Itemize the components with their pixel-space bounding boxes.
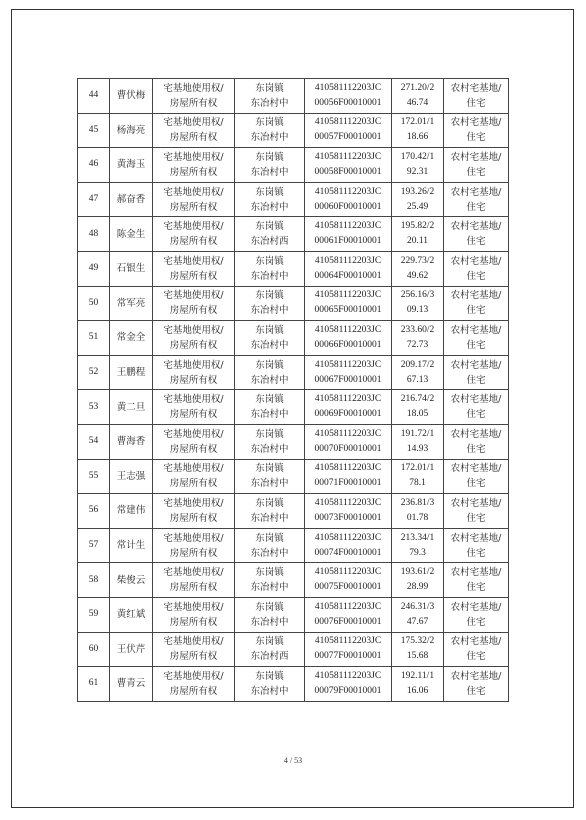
area-values: 195.82/2 20.11 <box>400 221 435 247</box>
location-cell <box>235 79 305 114</box>
row-number: 47 <box>88 194 99 205</box>
property-unit-code-cell <box>305 494 392 529</box>
right-type-cell <box>153 355 235 390</box>
row-number: 54 <box>88 436 99 447</box>
area-values: 193.26/2 25.49 <box>400 186 435 212</box>
usage-type-cell <box>444 667 509 702</box>
right-type-cell <box>153 321 235 356</box>
property-unit-code-cell <box>305 632 392 667</box>
property-unit-code-cell <box>305 355 392 390</box>
location: 东岗镇 东冶村中 <box>250 497 289 524</box>
property-unit-code: 410581112203JC 00070F00010001 <box>314 428 382 454</box>
usage-type: 农村宅基地/ 住宅 <box>450 324 502 351</box>
row-number-cell <box>78 390 110 425</box>
area-values-cell <box>392 459 444 494</box>
usage-type-cell <box>444 251 509 286</box>
right-type: 宅基地使用权/ 房屋所有权 <box>163 532 224 559</box>
owner-name: 王伏芹 <box>116 643 146 655</box>
property-unit-code: 410581112203JC 00057F00010001 <box>314 117 382 143</box>
area-values: 229.73/2 49.62 <box>400 255 435 281</box>
table-row <box>78 632 509 667</box>
owner-name-cell <box>110 390 153 425</box>
usage-type: 农村宅基地/ 住宅 <box>450 428 502 455</box>
table-row <box>78 390 509 425</box>
property-unit-code: 410581112203JC 00065F00010001 <box>314 290 382 316</box>
right-type-cell <box>153 424 235 459</box>
location: 东岗镇 东冶村中 <box>250 463 289 490</box>
location: 东岗镇 东冶村中 <box>250 567 289 594</box>
property-unit-code: 410581112203JC 00076F00010001 <box>314 601 382 627</box>
right-type: 宅基地使用权/ 房屋所有权 <box>163 359 224 386</box>
right-type-cell <box>153 667 235 702</box>
location-cell <box>235 459 305 494</box>
location-cell <box>235 494 305 529</box>
area-values-cell <box>392 321 444 356</box>
table-row <box>78 597 509 632</box>
right-type: 宅基地使用权/ 房屋所有权 <box>163 255 224 282</box>
property-unit-code-cell <box>305 251 392 286</box>
area-values: 236.81/3 01.78 <box>400 497 435 523</box>
right-type-cell <box>153 390 235 425</box>
usage-type-cell <box>444 424 509 459</box>
owner-name: 黄红斌 <box>116 609 146 621</box>
row-number-cell <box>78 113 110 148</box>
property-unit-code-cell <box>305 459 392 494</box>
table-row <box>78 79 509 114</box>
row-number-cell <box>78 79 110 114</box>
area-values-cell <box>392 79 444 114</box>
table-row <box>78 251 509 286</box>
right-type-cell <box>153 113 235 148</box>
row-number: 44 <box>88 90 99 101</box>
area-values-cell <box>392 632 444 667</box>
page-number: 4 / 53 <box>283 756 303 765</box>
property-unit-code: 410581112203JC 00058F00010001 <box>314 151 382 177</box>
owner-name: 陈金生 <box>116 228 146 240</box>
area-values: 209.17/2 67.13 <box>400 359 435 385</box>
owner-name-cell <box>110 459 153 494</box>
owner-name: 曹青云 <box>116 678 146 690</box>
right-type-cell <box>153 528 235 563</box>
usage-type-cell <box>444 182 509 217</box>
area-values: 271.20/2 46.74 <box>400 82 435 108</box>
right-type-cell <box>153 251 235 286</box>
row-number-cell <box>78 286 110 321</box>
location: 东岗镇 东冶村中 <box>250 290 289 317</box>
usage-type-cell <box>444 563 509 598</box>
owner-name: 常计生 <box>116 540 146 552</box>
area-values-cell <box>392 424 444 459</box>
location: 东岗镇 东冶村中 <box>250 601 289 628</box>
right-type-cell <box>153 632 235 667</box>
table-row <box>78 321 509 356</box>
usage-type: 农村宅基地/ 住宅 <box>450 117 502 144</box>
property-unit-code-cell <box>305 286 392 321</box>
table-row <box>78 113 509 148</box>
usage-type-cell <box>444 459 509 494</box>
row-number: 51 <box>88 332 99 343</box>
right-type: 宅基地使用权/ 房屋所有权 <box>163 221 224 248</box>
property-unit-code-cell <box>305 563 392 598</box>
owner-name: 曹海香 <box>116 436 146 448</box>
area-values: 170.42/1 92.31 <box>400 151 435 177</box>
area-values-cell <box>392 528 444 563</box>
usage-type-cell <box>444 494 509 529</box>
area-values-cell <box>392 667 444 702</box>
owner-name-cell <box>110 217 153 252</box>
usage-type-cell <box>444 217 509 252</box>
property-unit-code-cell <box>305 79 392 114</box>
usage-type: 农村宅基地/ 住宅 <box>450 221 502 248</box>
owner-name-cell <box>110 528 153 563</box>
location: 东岗镇 东冶村西 <box>250 221 289 248</box>
location-cell <box>235 563 305 598</box>
location: 东岗镇 东冶村中 <box>250 532 289 559</box>
location: 东岗镇 东冶村西 <box>250 636 289 663</box>
location: 东岗镇 东冶村中 <box>250 186 289 213</box>
right-type: 宅基地使用权/ 房屋所有权 <box>163 497 224 524</box>
property-unit-code-cell <box>305 424 392 459</box>
location: 东岗镇 东冶村中 <box>250 359 289 386</box>
owner-name: 黄二旦 <box>116 401 146 413</box>
usage-type: 农村宅基地/ 住宅 <box>450 532 502 559</box>
usage-type-cell <box>444 528 509 563</box>
usage-type-cell <box>444 79 509 114</box>
owner-name-cell <box>110 148 153 183</box>
row-number-cell <box>78 667 110 702</box>
right-type-cell <box>153 459 235 494</box>
owner-name-cell <box>110 597 153 632</box>
property-unit-code-cell <box>305 667 392 702</box>
location-cell <box>235 667 305 702</box>
property-unit-code: 410581112203JC 00066F00010001 <box>314 324 382 350</box>
usage-type-cell <box>444 632 509 667</box>
owner-name-cell <box>110 424 153 459</box>
location: 东岗镇 东冶村中 <box>250 255 289 282</box>
right-type: 宅基地使用权/ 房屋所有权 <box>163 636 224 663</box>
usage-type: 农村宅基地/ 住宅 <box>450 186 502 213</box>
table-row <box>78 355 509 390</box>
usage-type: 农村宅基地/ 住宅 <box>450 601 502 628</box>
usage-type: 农村宅基地/ 住宅 <box>450 359 502 386</box>
owner-name: 郝奋香 <box>116 194 146 206</box>
owner-name-cell <box>110 667 153 702</box>
table-row <box>78 286 509 321</box>
location-cell <box>235 148 305 183</box>
owner-name-cell <box>110 251 153 286</box>
property-unit-code: 410581112203JC 00075F00010001 <box>314 567 382 593</box>
row-number: 53 <box>88 401 99 412</box>
usage-type-cell <box>444 390 509 425</box>
row-number-cell <box>78 563 110 598</box>
location-cell <box>235 286 305 321</box>
table-row <box>78 424 509 459</box>
property-unit-code: 410581112203JC 00071F00010001 <box>314 463 382 489</box>
row-number-cell <box>78 424 110 459</box>
area-values-cell <box>392 217 444 252</box>
property-unit-code-cell <box>305 148 392 183</box>
area-values: 256.16/3 09.13 <box>400 290 435 316</box>
property-unit-code: 410581112203JC 00069F00010001 <box>314 394 382 420</box>
owner-name: 常金全 <box>116 332 146 344</box>
owner-name-cell <box>110 79 153 114</box>
right-type-cell <box>153 148 235 183</box>
owner-name-cell <box>110 182 153 217</box>
area-values-cell <box>392 286 444 321</box>
area-values: 192.11/1 16.06 <box>400 670 435 696</box>
row-number: 49 <box>88 263 99 274</box>
location-cell <box>235 251 305 286</box>
location: 东岗镇 东冶村中 <box>250 82 289 109</box>
row-number: 50 <box>88 297 99 308</box>
property-unit-code: 410581112203JC 00061F00010001 <box>314 221 382 247</box>
right-type-cell <box>153 563 235 598</box>
row-number-cell <box>78 217 110 252</box>
property-unit-code: 410581112203JC 00056F00010001 <box>314 82 382 108</box>
right-type-cell <box>153 286 235 321</box>
right-type: 宅基地使用权/ 房屋所有权 <box>163 463 224 490</box>
row-number-cell <box>78 632 110 667</box>
usage-type-cell <box>444 113 509 148</box>
right-type: 宅基地使用权/ 房屋所有权 <box>163 186 224 213</box>
table-row <box>78 563 509 598</box>
area-values: 172.01/1 78.1 <box>400 463 435 489</box>
property-unit-code-cell <box>305 390 392 425</box>
area-values-cell <box>392 148 444 183</box>
table-row <box>78 459 509 494</box>
property-unit-code: 410581112203JC 00064F00010001 <box>314 255 382 281</box>
property-unit-code: 410581112203JC 00067F00010001 <box>314 359 382 385</box>
location-cell <box>235 528 305 563</box>
location-cell <box>235 424 305 459</box>
area-values-cell <box>392 113 444 148</box>
property-unit-code-cell <box>305 321 392 356</box>
usage-type-cell <box>444 321 509 356</box>
owner-name: 常建伟 <box>116 505 146 517</box>
table-row <box>78 148 509 183</box>
table-body <box>78 79 509 702</box>
property-unit-code: 410581112203JC 00073F00010001 <box>314 497 382 523</box>
usage-type: 农村宅基地/ 住宅 <box>450 82 502 109</box>
row-number-cell <box>78 355 110 390</box>
property-unit-code: 410581112203JC 00077F00010001 <box>314 636 382 662</box>
area-values-cell <box>392 390 444 425</box>
area-values: 175.32/2 15.68 <box>400 636 435 662</box>
right-type: 宅基地使用权/ 房屋所有权 <box>163 151 224 178</box>
table-row <box>78 667 509 702</box>
row-number-cell <box>78 597 110 632</box>
row-number: 57 <box>88 540 99 551</box>
owner-name: 曹伏梅 <box>116 90 146 102</box>
area-values-cell <box>392 355 444 390</box>
usage-type: 农村宅基地/ 住宅 <box>450 255 502 282</box>
row-number: 55 <box>88 470 99 481</box>
area-values: 191.72/1 14.93 <box>400 428 435 454</box>
right-type: 宅基地使用权/ 房屋所有权 <box>163 324 224 351</box>
row-number: 48 <box>88 228 99 239</box>
right-type-cell <box>153 217 235 252</box>
location-cell <box>235 113 305 148</box>
row-number: 56 <box>88 505 99 516</box>
owner-name: 石银生 <box>116 263 146 275</box>
right-type: 宅基地使用权/ 房屋所有权 <box>163 567 224 594</box>
row-number: 46 <box>88 159 99 170</box>
right-type: 宅基地使用权/ 房屋所有权 <box>163 428 224 455</box>
owner-name: 王鹏程 <box>116 367 146 379</box>
usage-type: 农村宅基地/ 住宅 <box>450 290 502 317</box>
right-type: 宅基地使用权/ 房屋所有权 <box>163 82 224 109</box>
owner-name: 常军亮 <box>116 297 146 309</box>
owner-name: 杨海亮 <box>116 124 146 136</box>
location-cell <box>235 182 305 217</box>
row-number-cell <box>78 528 110 563</box>
owner-name-cell <box>110 563 153 598</box>
property-unit-code: 410581112203JC 00074F00010001 <box>314 532 382 558</box>
area-values-cell <box>392 597 444 632</box>
right-type: 宅基地使用权/ 房屋所有权 <box>163 601 224 628</box>
area-values: 233.60/2 72.73 <box>400 324 435 350</box>
property-unit-code-cell <box>305 113 392 148</box>
row-number: 59 <box>88 609 99 620</box>
usage-type: 农村宅基地/ 住宅 <box>450 463 502 490</box>
owner-name: 柴俊云 <box>116 574 146 586</box>
row-number: 52 <box>88 367 99 378</box>
usage-type: 农村宅基地/ 住宅 <box>450 394 502 421</box>
right-type: 宅基地使用权/ 房屋所有权 <box>163 290 224 317</box>
location: 东岗镇 东冶村中 <box>250 394 289 421</box>
location-cell <box>235 321 305 356</box>
row-number-cell <box>78 148 110 183</box>
usage-type: 农村宅基地/ 住宅 <box>450 151 502 178</box>
usage-type-cell <box>444 148 509 183</box>
usage-type-cell <box>444 597 509 632</box>
row-number-cell <box>78 494 110 529</box>
right-type-cell <box>153 79 235 114</box>
usage-type: 农村宅基地/ 住宅 <box>450 670 502 697</box>
owner-name-cell <box>110 286 153 321</box>
owner-name: 黄海玉 <box>116 159 146 171</box>
usage-type-cell <box>444 286 509 321</box>
location: 东岗镇 东冶村中 <box>250 151 289 178</box>
owner-name-cell <box>110 632 153 667</box>
row-number-cell <box>78 251 110 286</box>
area-values: 172.01/1 18.66 <box>400 117 435 143</box>
location-cell <box>235 355 305 390</box>
property-unit-code: 410581112203JC 00079F00010001 <box>314 670 382 696</box>
location: 东岗镇 东冶村中 <box>250 428 289 455</box>
owner-name-cell <box>110 355 153 390</box>
location-cell <box>235 217 305 252</box>
usage-type: 农村宅基地/ 住宅 <box>450 497 502 524</box>
owner-name: 王志强 <box>116 470 146 482</box>
area-values-cell <box>392 494 444 529</box>
usage-type: 农村宅基地/ 住宅 <box>450 567 502 594</box>
owner-name-cell <box>110 113 153 148</box>
property-unit-code-cell <box>305 182 392 217</box>
area-values: 246.31/3 47.67 <box>400 601 435 627</box>
right-type: 宅基地使用权/ 房屋所有权 <box>163 117 224 144</box>
row-number: 58 <box>88 574 99 585</box>
row-number-cell <box>78 321 110 356</box>
property-unit-code: 410581112203JC 00060F00010001 <box>314 186 382 212</box>
row-number: 61 <box>88 678 99 689</box>
row-number-cell <box>78 459 110 494</box>
table-row <box>78 528 509 563</box>
area-values-cell <box>392 251 444 286</box>
property-registry-table <box>77 78 509 702</box>
usage-type-cell <box>444 355 509 390</box>
right-type: 宅基地使用权/ 房屋所有权 <box>163 670 224 697</box>
row-number: 60 <box>88 643 99 654</box>
location: 东岗镇 东冶村中 <box>250 324 289 351</box>
location: 东岗镇 东冶村中 <box>250 670 289 697</box>
table-row <box>78 494 509 529</box>
owner-name-cell <box>110 494 153 529</box>
row-number: 45 <box>88 124 99 135</box>
usage-type: 农村宅基地/ 住宅 <box>450 636 502 663</box>
right-type-cell <box>153 182 235 217</box>
area-values: 193.61/2 28.99 <box>400 567 435 593</box>
property-unit-code-cell <box>305 217 392 252</box>
location: 东岗镇 东冶村中 <box>250 117 289 144</box>
right-type: 宅基地使用权/ 房屋所有权 <box>163 394 224 421</box>
location-cell <box>235 632 305 667</box>
area-values-cell <box>392 182 444 217</box>
location-cell <box>235 597 305 632</box>
right-type-cell <box>153 494 235 529</box>
area-values: 216.74/2 18.05 <box>400 394 435 420</box>
right-type-cell <box>153 597 235 632</box>
area-values: 213.34/1 79.3 <box>400 532 435 558</box>
property-unit-code-cell <box>305 528 392 563</box>
table-row <box>78 217 509 252</box>
property-unit-code-cell <box>305 597 392 632</box>
area-values-cell <box>392 563 444 598</box>
table-row <box>78 182 509 217</box>
location-cell <box>235 390 305 425</box>
row-number-cell <box>78 182 110 217</box>
owner-name-cell <box>110 321 153 356</box>
